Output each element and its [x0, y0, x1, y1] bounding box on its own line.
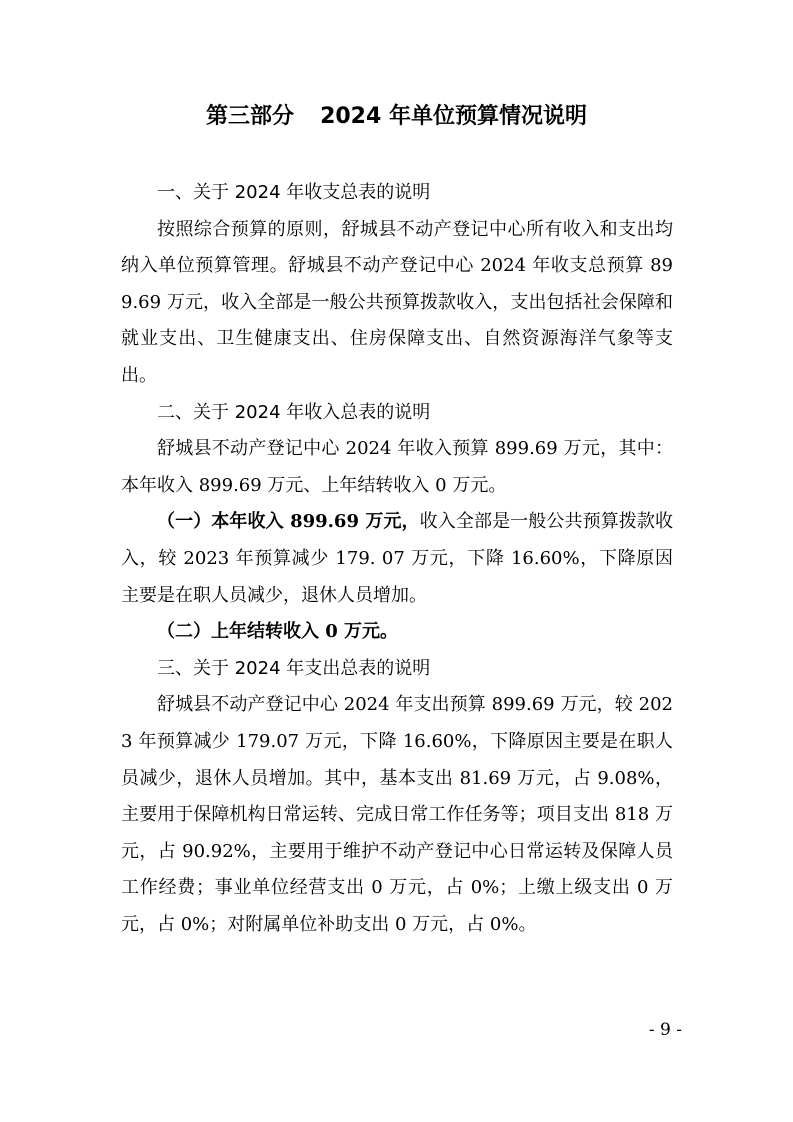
- section-heading-2: 二、关于 2024 年收入总表的说明: [157, 401, 431, 423]
- income-item-carryover-title: （二）上年结转收入 0 万元。: [157, 621, 399, 643]
- document-body: [121, 175, 673, 943]
- page-number: - 9 -: [648, 1020, 682, 1040]
- section-heading-3: 三、关于 2024 年支出总表的说明: [157, 657, 431, 679]
- page-title: [0, 100, 793, 134]
- title-text: 2024 年单位预算情况说明: [320, 104, 587, 129]
- title-part: 第三部分: [206, 104, 295, 129]
- section-paragraph-2: 舒城县不动产登记中心 2024 年收入预算 899.69 万元，其中：本年收入 899.69 万元、上年结转收入 0 万元。: [121, 438, 673, 496]
- income-item-carryover: [121, 614, 673, 651]
- income-item-current-year-text: 收入全部是一般公共预算拨款收入，较 2023 年预算减少 179. 07 万元，下降 16.60%，下降原因主要是在职人员减少，退休人员增加。: [121, 511, 674, 606]
- income-item-current-year-title: （一）本年收入 899.69 万元，: [157, 511, 420, 533]
- section-heading-1: 一、关于 2024 年收支总表的说明: [157, 182, 431, 203]
- income-item-current-year: [121, 504, 673, 614]
- section-paragraph-1: 按照综合预算的原则，舒城县不动产登记中心所有收入和支出均纳入单位预算管理。舒城县不动产登记中心 2024 年收支总预算 899.69 万元，收入全部是一般公共预算拨款收入，支出包括社会保障和就业支出、卫生健康支出、住房保障支出、自然资源海洋气象等支出。: [121, 218, 673, 386]
- section-paragraph-3: 舒城县不动产登记中心 2024 年支出预算 899.69 万元，较 2023 年预算减少 179.07 万元，下降 16.60%，下降原因主要是在职人员减少，退休人员增加。其中，基本支出 81.69 万元，占 9.08%，主要用于保障机构日常运转、完成日常工作任务等；项目支出 818 万元，占 90.92%，主要用于维护不动产登记中心日常运转及保障人员工作经费；事业单位经营支出 0 万元，占 0%；上缴上级支出 0 万元，占 0%；对附属单位补助支出 0 万元，占 0%。: [121, 694, 673, 935]
